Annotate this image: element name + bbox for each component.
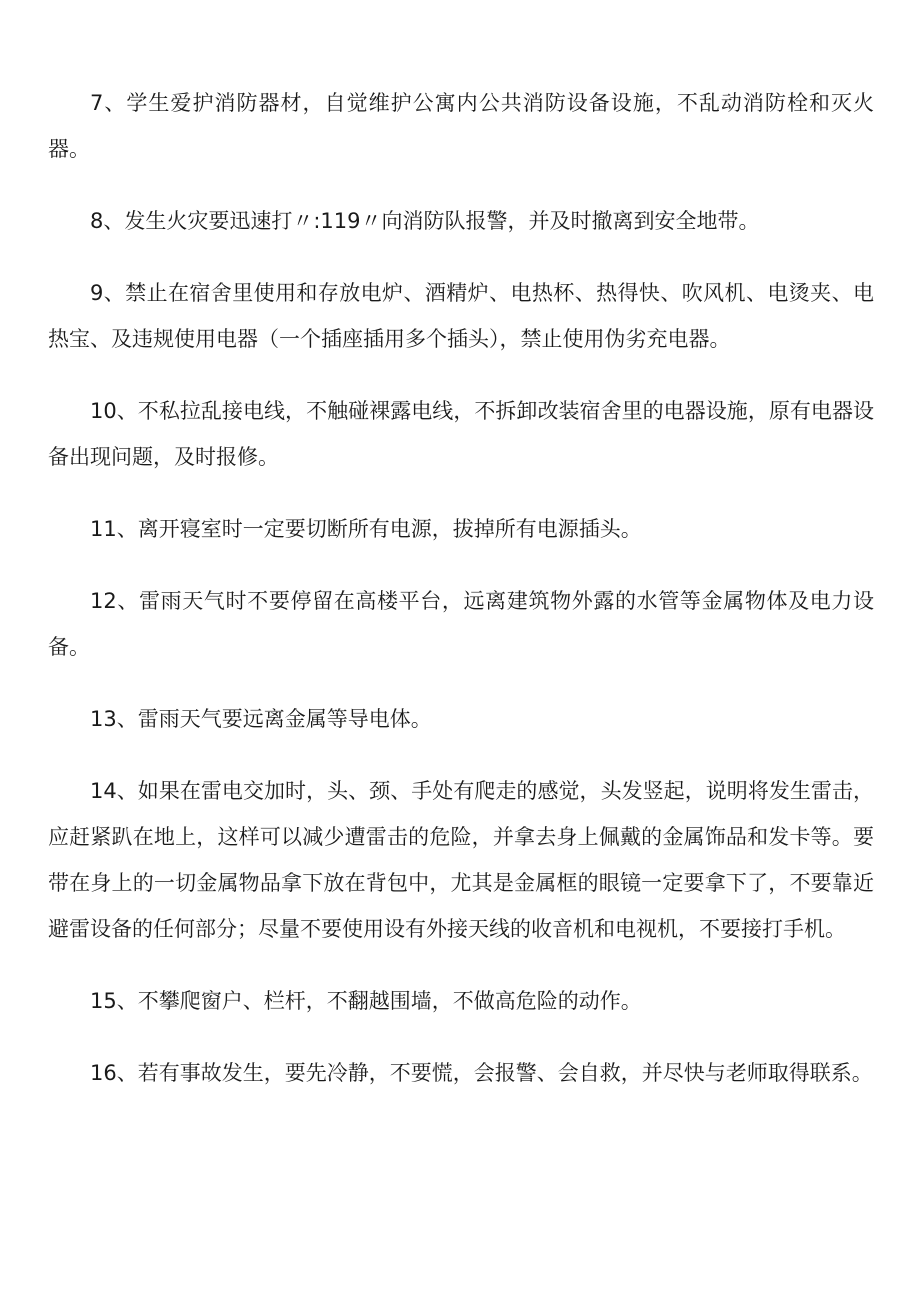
rule-paragraph-10: 10、不私拉乱接电线，不触碰裸露电线，不拆卸改装宿舍里的电器设施，原有电器设备出现问题，及时报修。	[48, 399, 874, 469]
rule-paragraph-13: 13、雷雨天气要远离金属等导电体。	[90, 707, 432, 731]
rule-paragraph-14: 14、如果在雷电交加时，头、颈、手处有爬走的感觉，头发竖起，说明将发生雷击，应赶紧趴在地上，这样可以减少遭雷击的危险，并拿去身上佩戴的金属饰品和发卡等。要带在身上的一切金属物品拿下放在背包中，尤其是金属框的眼镜一定要拿下了，不要靠近避雷设备的任何部分；尽量不要使用设有外接天线的收音机和电视机，不要接打手机。	[48, 779, 874, 941]
rule-paragraph-12: 12、雷雨天气时不要停留在高楼平台，远离建筑物外露的水管等金属物体及电力设备。	[48, 589, 874, 659]
rule-paragraph-11: 11、离开寝室时一定要切断所有电源，拔掉所有电源插头。	[90, 517, 642, 541]
rule-paragraph-9: 9、禁止在宿舍里使用和存放电炉、酒精炉、电热杯、热得快、吹风机、电烫夹、电热宝、及违规使用电器（一个插座插用多个插头），禁止使用伪劣充电器。	[48, 281, 874, 351]
rule-paragraph-8: 8、发生火灾要迅速打〃:119〃向消防队报警，并及时撤离到安全地带。	[90, 209, 760, 233]
rule-paragraph-16: 16、若有事故发生，要先冷静，不要慌，会报警、会自救，并尽快与老师取得联系。	[90, 1061, 873, 1085]
rule-paragraph-15: 15、不攀爬窗户、栏杆，不翻越围墙，不做高危险的动作。	[90, 989, 642, 1013]
rule-paragraph-7: 7、学生爱护消防器材，自觉维护公寓内公共消防设备设施，不乱动消防栓和灭火器。	[48, 91, 874, 161]
document-page	[48, 80, 874, 1122]
